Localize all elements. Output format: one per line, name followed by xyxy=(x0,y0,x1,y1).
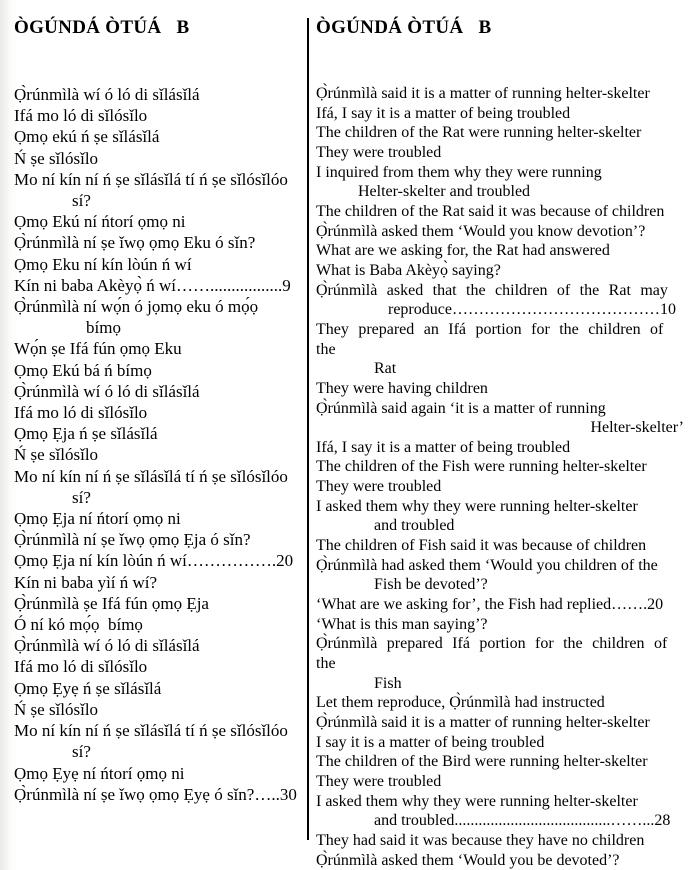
verse-line: Mo ní kín ní ń ṣe sǐlásǐlá tí ń ṣe sǐlósǐlóo xyxy=(14,466,288,486)
verse-line: Ń ṣe sǐlósǐlo xyxy=(14,445,99,465)
verse-line: Ọ̀rúnmìlà ní ṣe ǐwọ ọmọ Ẹyẹ ó sǐn?…..30 xyxy=(14,784,297,804)
verse-line: and troubled.......................................……...28 xyxy=(374,812,671,830)
column-divider-rule xyxy=(307,18,309,840)
verse-line: Ọ̀rúnmìlà said it is a matter of running helter-skelter xyxy=(316,85,650,102)
verse-line: Ọmọ Ẹja ní ńtorí ọmọ ni xyxy=(14,509,181,529)
verse-line: Fish be devoted’? xyxy=(374,576,488,594)
verse-line: Ọ̀rúnmìlà asked that the children of the Rat may xyxy=(316,281,668,299)
left-column-title: ÒGÚNDÁ ÒTÚÁ B xyxy=(14,17,190,38)
verse-line: Wọ́n ṣe Ifá fún ọmọ Eku xyxy=(14,339,182,359)
verse-line: sí? xyxy=(72,191,91,211)
verse-line: Ọmọ Ẹyẹ ní ńtorí ọmọ ni xyxy=(14,763,185,783)
verse-line: The children of the Rat were running helter-skelter xyxy=(316,124,642,142)
verse-line: The children of the Bird were running helter-skelter xyxy=(316,753,648,771)
verse-line: ‘What is this man saying’? xyxy=(316,615,488,633)
verse-line: Mo ní kín ní ń ṣe sǐlásǐlá tí ń ṣe sǐlósǐlóo xyxy=(14,721,288,741)
verse-line: They were troubled xyxy=(316,143,442,161)
verse-line: Ọ̀rúnmìlà ní ṣe ǐwọ ọmọ Eku ó sǐn? xyxy=(14,233,256,253)
verse-line: bímọ xyxy=(86,318,121,338)
verse-line: The children of Fish said it was because of children xyxy=(316,537,647,555)
verse-line: Ọmọ Ekú ní ńtorí ọmọ ni xyxy=(14,212,186,232)
verse-line: Ọ̀rúnmìlà wí ó ló di sǐlásǐlá xyxy=(14,85,200,104)
verse-line: The children of the Fish were running helter-skelter xyxy=(316,458,647,476)
verse-line: Helter-skelter’ xyxy=(590,419,684,437)
verse-line: Mo ní kín ní ń ṣe sǐlásǐlá tí ń ṣe sǐlósǐlóo xyxy=(14,169,288,189)
verse-line: Ifá, I say it is a matter of being troubled xyxy=(316,438,571,456)
verse-line: The children of the Rat said it was because of children xyxy=(316,202,665,220)
right-column-title: ÒGÚNDÁ ÒTÚÁ B xyxy=(316,17,492,38)
verse-line: Ọ̀rúnmìlà asked them ‘Would you know devotion’? xyxy=(316,222,646,240)
verse-line: Ọmọ Ẹja ní kín lòún ń wí…………….20 xyxy=(14,551,294,571)
verse-line: I say it is a matter of being troubled xyxy=(316,733,545,751)
verse-line: Let them reproduce, Ọ̀rúnmìlà had instructed xyxy=(316,694,605,712)
verse-line: sí? xyxy=(72,487,91,507)
verse-line: What is Baba Akèyọ̀ saying? xyxy=(316,261,501,279)
verse-line: Ọ̀rúnmìlà ní ṣe ǐwọ ọmọ Ẹja ó sǐn? xyxy=(14,530,251,550)
verse-line: I asked them why they were running helter-skelter xyxy=(316,792,638,810)
verse-line: Ifá mo ló di sǐlósǐlo xyxy=(14,657,148,677)
verse-line: Ọ̀rúnmìlà ṣe Ifá fún ọmọ Ẹja xyxy=(14,593,209,613)
verse-line: Ń ṣe sǐlósǐlo xyxy=(14,699,99,719)
verse-line: and troubled xyxy=(374,517,455,535)
verse-line: Ọmọ Ẹja ń ṣe sǐlásǐlá xyxy=(14,424,158,444)
verse-line: Ń ṣe sǐlósǐlo xyxy=(14,148,99,168)
verse-line: Ifá mo ló di sǐlósǐlo xyxy=(14,403,148,423)
verse-line: sí? xyxy=(72,742,91,762)
verse-line: Ọ̀rúnmìlà wí ó ló di sǐlásǐlá xyxy=(14,381,200,401)
verse-line: Ọmọ Eku ní kín lòún ń wí xyxy=(14,254,192,274)
verse-line: I inquired from them why they were running xyxy=(316,163,602,181)
verse-line: They prepared an Ifá portion for the children of the xyxy=(316,320,673,358)
verse-line: They had said it was because they have no children xyxy=(316,831,645,849)
verse-line: ‘What are we asking for’, the Fish had replied…….20 xyxy=(316,596,664,614)
verse-line: Ọmọ Ẹyẹ ń ṣe sǐlásǐlá xyxy=(14,678,162,698)
verse-line: reproduce…………………………………10 xyxy=(388,301,676,319)
verse-line: Fish xyxy=(374,674,402,692)
verse-line: Helter-skelter and troubled xyxy=(358,183,531,201)
verse-line: They were troubled xyxy=(316,478,442,496)
verse-line: Ọmọ ekú ń ṣe sǐlásǐlá xyxy=(14,127,160,147)
verse-line: They were having children xyxy=(316,379,488,397)
verse-line: Ọ̀rúnmìlà prepared Ifá portion for the children of the xyxy=(316,635,677,673)
verse-line: Ọ̀rúnmìlà ní wọ́n ó jọmọ eku ó mọ́ọ xyxy=(14,297,259,317)
verse-line: What are we asking for, the Rat had answered xyxy=(316,242,610,260)
verse-line: Ọ̀rúnmìlà had asked them ‘Would you children of the xyxy=(316,556,658,574)
verse-line: They were troubled xyxy=(316,772,442,790)
verse-line: Kín ni baba Akèyọ̀ ń wí…….................9 xyxy=(14,275,291,295)
verse-line: Ọ̀rúnmìlà said it is a matter of running helter-skelter xyxy=(316,714,650,731)
verse-line: Ọmọ Ekú bá ń bímọ xyxy=(14,360,152,380)
verse-line: Ọ̀rúnmìlà said again ‘it is a matter of running xyxy=(316,399,606,417)
yoruba-verse-column xyxy=(14,84,304,805)
verse-line: Kín ni baba yìí ń wí? xyxy=(14,572,158,592)
verse-line: Ifá, I say it is a matter of being troubled xyxy=(316,104,571,122)
verse-line: Ọ̀rúnmìlà wí ó ló di sǐlásǐlá xyxy=(14,636,200,656)
verse-line: Ó ní kó mọ́ọ bímọ xyxy=(14,615,143,635)
verse-line: Ifá mo ló di sǐlósǐlo xyxy=(14,106,148,126)
verse-line: Ọ̀rúnmìlà asked them ‘Would you be devoted’? xyxy=(316,851,620,869)
english-translation-column xyxy=(316,84,690,870)
verse-line: I asked them why they were running helter-skelter xyxy=(316,497,638,515)
verse-line: Rat xyxy=(374,360,397,378)
